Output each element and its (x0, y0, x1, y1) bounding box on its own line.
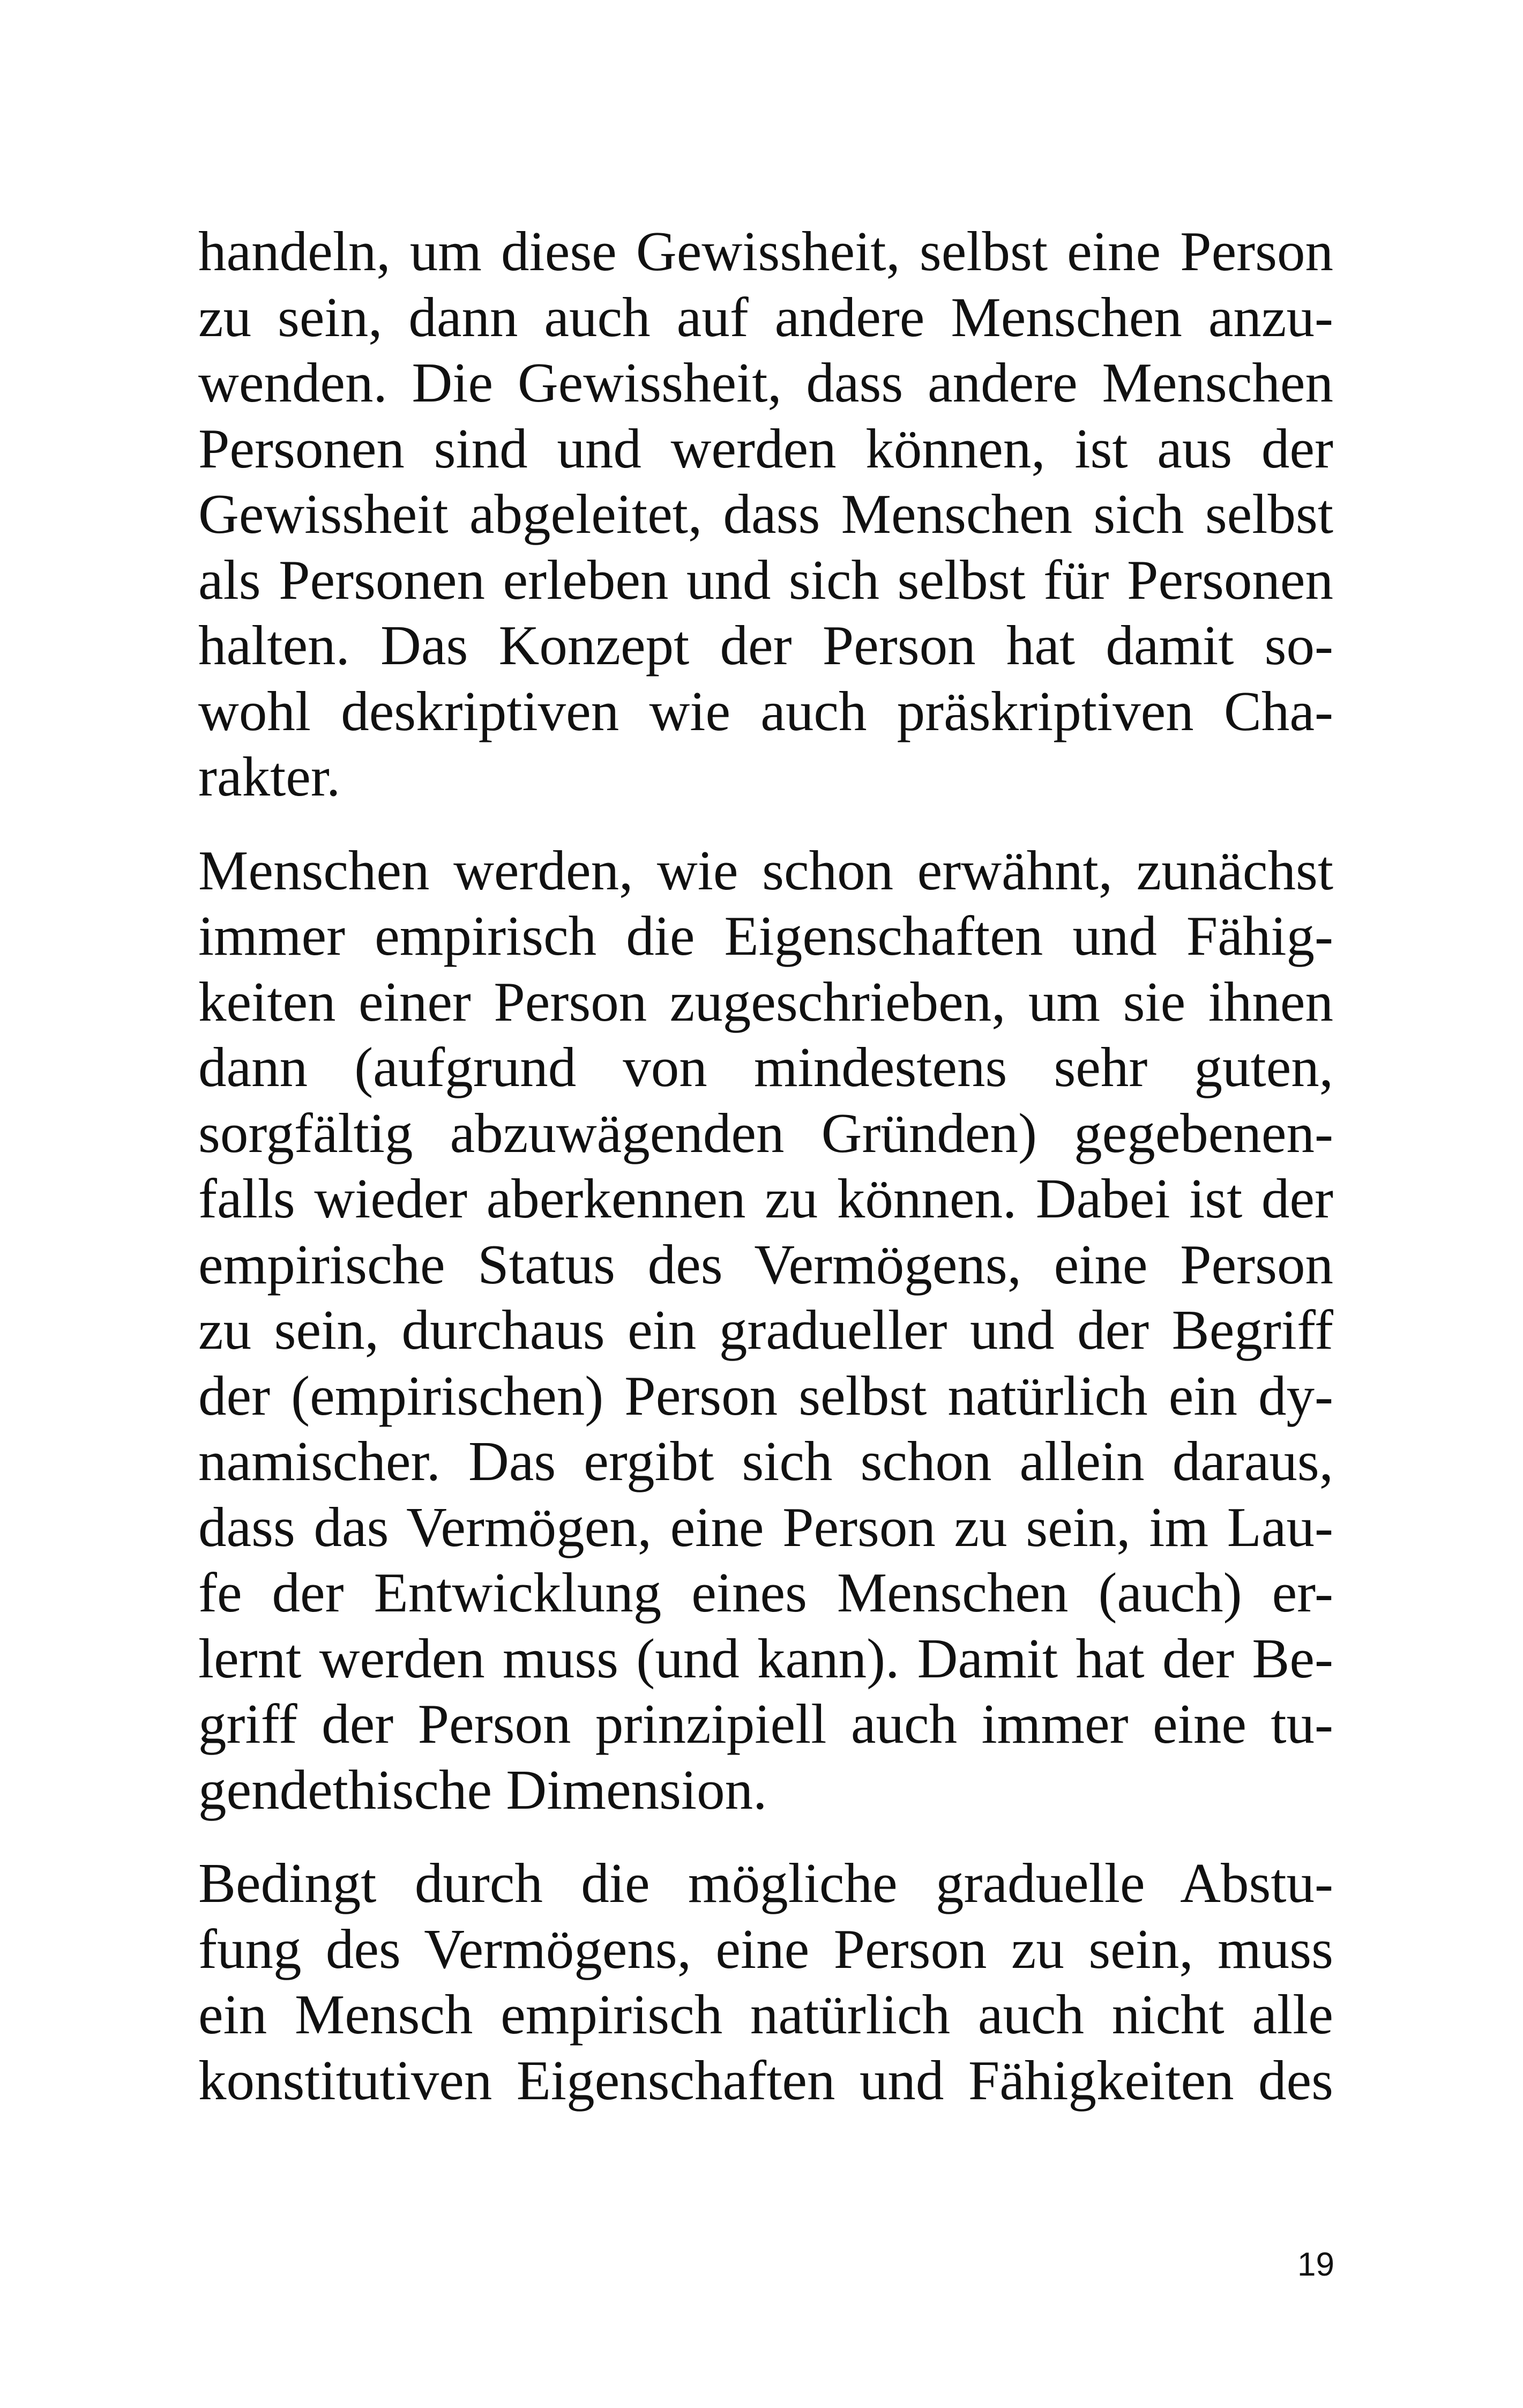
text-line: wohl deskriptiven wie auch präskriptiven Cha- (198, 679, 1333, 742)
text-line: fung des Vermögens, eine Person zu sein, muss (198, 1917, 1333, 1980)
text-line: rakter. (198, 745, 341, 808)
text-line: handeln, um diese Gewissheit, selbst eine Person (198, 220, 1333, 283)
text-line: Bedingt durch die mögliche graduelle Abstu- (198, 1852, 1333, 1914)
page-number: 19 (1297, 2246, 1334, 2283)
text-line: fe der Entwicklung eines Menschen (auch) er- (198, 1561, 1333, 1624)
body-text (198, 219, 1333, 2113)
text-line: Gewissheit abgeleitet, dass Menschen sich selbst (198, 482, 1333, 545)
text-line: lernt werden muss (und kann). Damit hat der Be- (198, 1626, 1333, 1690)
text-line: als Personen erleben und sich selbst für Personen (198, 548, 1333, 611)
text-line: der (empirischen) Person selbst natürlich ein dy- (198, 1364, 1333, 1427)
text-line: keiten einer Person zugeschrieben, um sie ihnen (198, 970, 1333, 1033)
text-line: wenden. Die Gewissheit, dass andere Menschen (198, 351, 1333, 414)
text-line: konstitutiven Eigenschaften und Fähigkeiten des (198, 2048, 1333, 2112)
paragraph-2 (198, 838, 1333, 1823)
text-line: halten. Das Konzept der Person hat damit so- (198, 614, 1333, 677)
paragraph-1 (198, 219, 1333, 810)
text-line: zu sein, durchaus ein gradueller und der Begriff (198, 1298, 1333, 1361)
text-line: namischer. Das ergibt sich schon allein daraus, (198, 1430, 1333, 1492)
text-line: zu sein, dann auch auf andere Menschen anzu- (198, 285, 1333, 348)
text-line: empirische Status des Vermögens, eine Person (198, 1232, 1333, 1296)
paragraph-3 (198, 1850, 1333, 2113)
text-line: falls wieder aberkennen zu können. Dabei ist der (198, 1167, 1333, 1230)
text-line: dann (aufgrund von mindestens sehr guten, (198, 1036, 1333, 1098)
text-line: dass das Vermögen, eine Person zu sein, im Lau- (198, 1495, 1333, 1558)
text-line: sorgfältig abzuwägenden Gründen) gegebenen- (198, 1101, 1333, 1164)
text-line: ein Mensch empirisch natürlich auch nicht alle (198, 1983, 1333, 2046)
text-line: gendethische Dimension. (198, 1758, 767, 1821)
text-line: griff der Person prinzipiell auch immer eine tu- (198, 1692, 1333, 1755)
text-line: Personen sind und werden können, ist aus der (198, 417, 1333, 480)
text-line: Menschen werden, wie schon erwähnt, zunächst (198, 838, 1333, 902)
text-line: immer empirisch die Eigenschaften und Fähig- (198, 904, 1333, 967)
